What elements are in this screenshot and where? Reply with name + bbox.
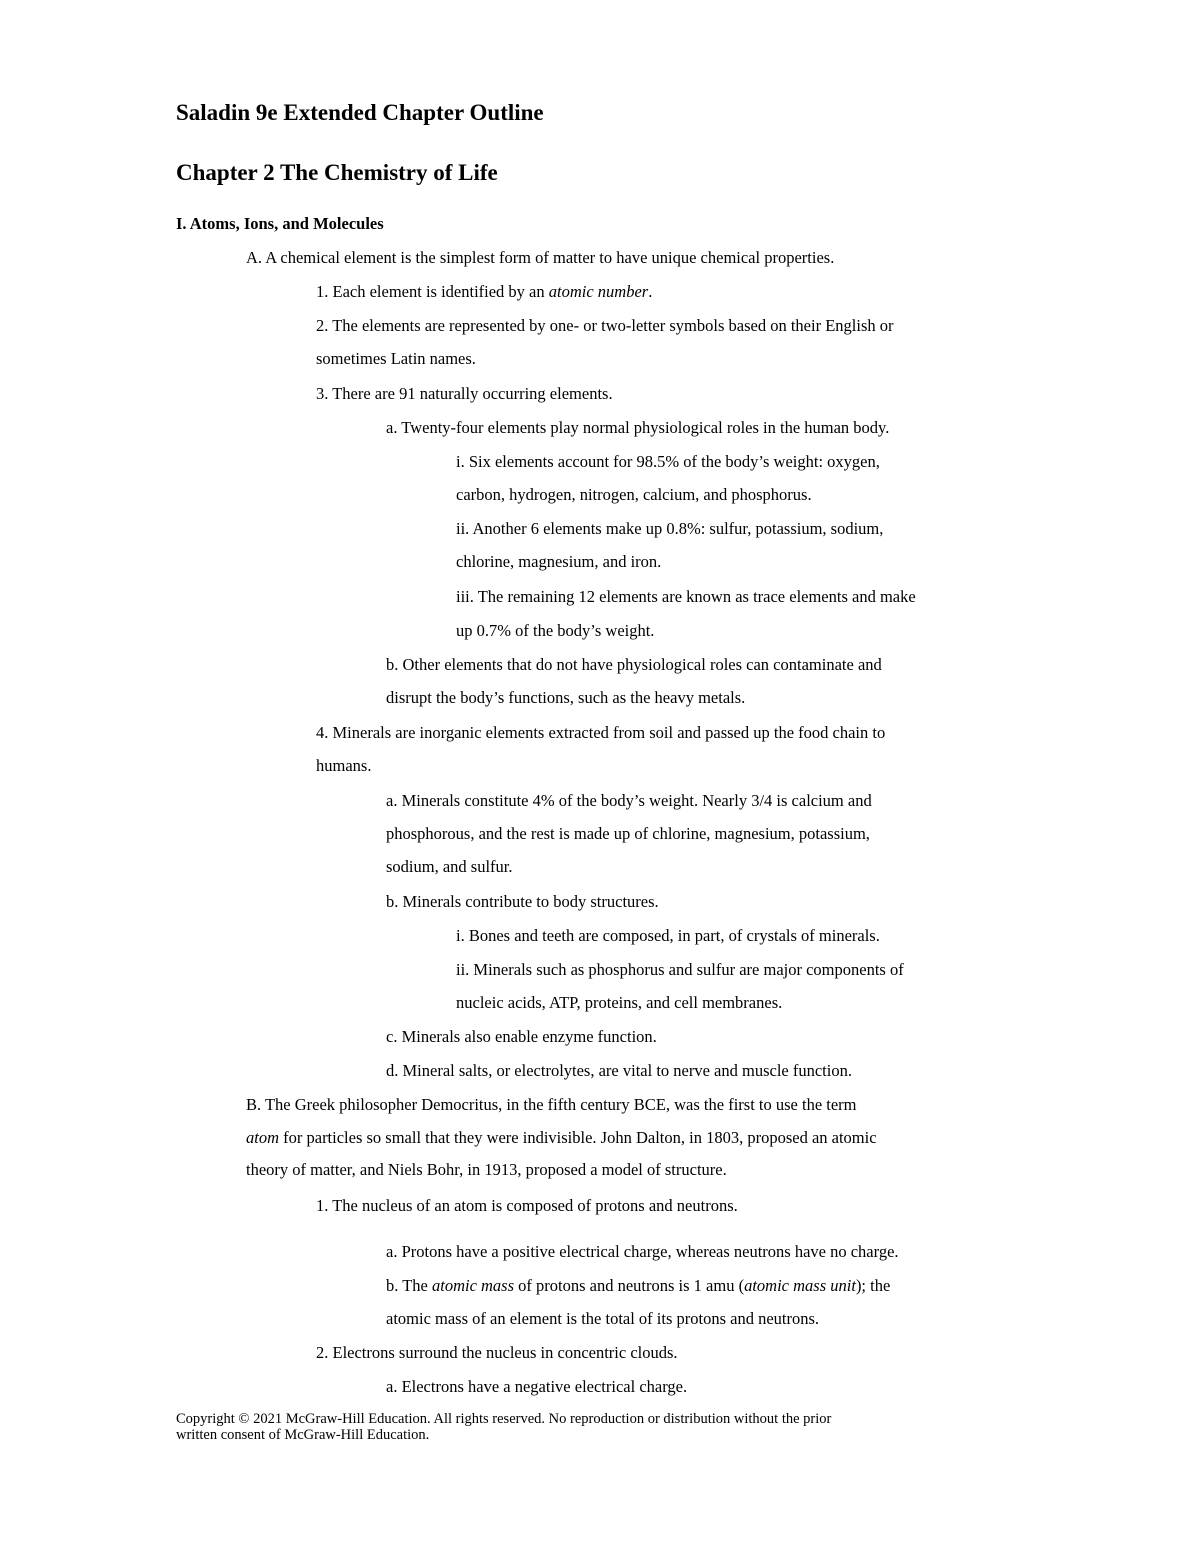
key-term: atomic mass [431,1276,515,1295]
outline-item-B1: 1. The nucleus of an atom is composed of protons and neutrons. [316,1196,738,1215]
outline-item-B1a: a. Protons have a positive electrical charge, whereas neutrons have no charge. [386,1242,899,1261]
copyright-line: Copyright © 2021 McGraw-Hill Education. All rights reserved. No reproduction or distribution without the prior [176,1411,832,1427]
outline-item-A3a-iii-continued: up 0.7% of the body’s weight. [456,621,655,640]
outline-item-A4: 4. Minerals are inorganic elements extracted from soil and passed up the food chain to [316,723,886,742]
outline-item-A3b: b. Other elements that do not have physiological roles can contaminate and [386,655,882,674]
outline-item-B1b [386,1274,890,1298]
outline-item-A: A. A chemical element is the simplest form of matter to have unique chemical properties. [246,248,835,267]
key-term: atomic mass unit [744,1276,856,1295]
outline-item-B2a: a. Electrons have a negative electrical charge. [386,1377,688,1396]
outline-item-A4b: b. Minerals contribute to body structures. [386,892,659,911]
outline-item-A4a: a. Minerals constitute 4% of the body’s weight. Nearly 3/4 is calcium and [386,791,872,810]
document-title: Saladin 9e Extended Chapter Outline [176,100,544,125]
outline-item-A3a: a. Twenty-four elements play normal physiological roles in the human body. [386,418,890,437]
outline-item-A4b-i: i. Bones and teeth are composed, in part, of crystals of minerals. [456,926,880,945]
outline-item-B: B. The Greek philosopher Democritus, in the fifth century BCE, was the first to use the term [246,1095,857,1114]
outline-item-A1 [316,280,652,304]
copyright-footer [176,1411,1036,1443]
outline-item-A4a-continued: sodium, and sulfur. [386,857,513,876]
outline-item-A3b-continued: disrupt the body’s functions, such as the heavy metals. [386,688,746,707]
key-term: atomic number [548,282,649,301]
copyright-line: written consent of McGraw-Hill Education. [176,1427,430,1443]
outline-text: ); the [855,1276,891,1295]
outline-item-A3a-ii: ii. Another 6 elements make up 0.8%: sulfur, potassium, sodium, [456,519,884,538]
outline-item-B-continued: theory of matter, and Niels Bohr, in 1913, proposed a model of structure. [246,1160,727,1179]
outline-item-A2-continued: sometimes Latin names. [316,349,476,368]
outline-item-B1b-continued: atomic mass of an element is the total of its protons and neutrons. [386,1309,820,1328]
outline-item-A4a-continued: phosphorous, and the rest is made up of chlorine, magnesium, potassium, [386,824,870,843]
outline-item-B-continued [246,1126,877,1150]
outline-item-A4-continued: humans. [316,756,372,775]
section-heading: I. Atoms, Ions, and Molecules [176,214,384,233]
outline-item-A3a-i: i. Six elements account for 98.5% of the body’s weight: oxygen, [456,452,880,471]
outline-text: b. The [386,1276,432,1295]
outline-item-A3a-iii: iii. The remaining 12 elements are known as trace elements and make [456,587,916,606]
outline-item-A3a-i-continued: carbon, hydrogen, nitrogen, calcium, and phosphorus. [456,485,812,504]
outline-text: for particles so small that they were indivisible. John Dalton, in 1803, proposed an atomic [279,1128,877,1147]
outline-item-B2: 2. Electrons surround the nucleus in concentric clouds. [316,1343,678,1362]
outline-item-A4c: c. Minerals also enable enzyme function. [386,1027,657,1046]
outline-item-A4b-ii-continued: nucleic acids, ATP, proteins, and cell membranes. [456,993,783,1012]
outline-item-A3a-ii-continued: chlorine, magnesium, and iron. [456,552,662,571]
outline-text: of protons and neutrons is 1 amu ( [514,1276,745,1295]
outline-text: 1. Each element is identified by an [316,282,549,301]
key-term: atom [246,1128,279,1147]
outline-item-A4b-ii: ii. Minerals such as phosphorus and sulfur are major components of [456,960,904,979]
outline-item-A2: 2. The elements are represented by one- or two-letter symbols based on their English or [316,316,894,335]
outline-item-A4d: d. Mineral salts, or electrolytes, are vital to nerve and muscle function. [386,1061,852,1080]
outline-item-A3: 3. There are 91 naturally occurring elements. [316,384,613,403]
outline-text: . [648,282,653,301]
chapter-title: Chapter 2 The Chemistry of Life [176,160,498,185]
